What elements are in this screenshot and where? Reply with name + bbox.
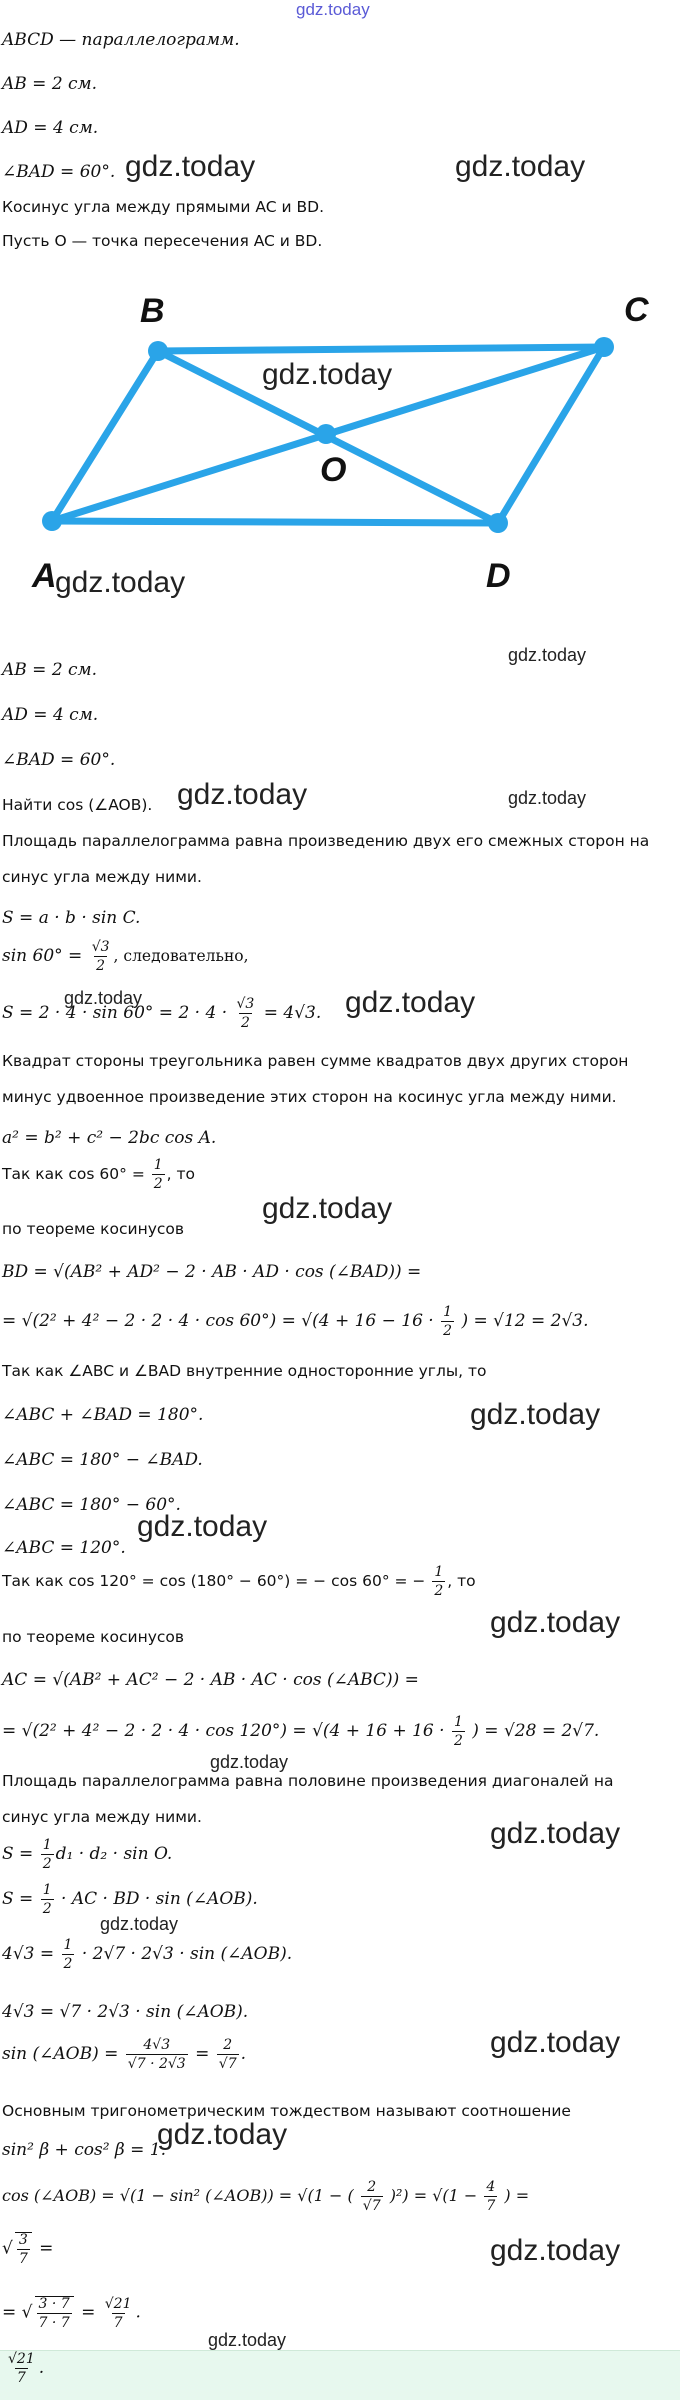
watermark: gdz.today [490,1606,621,1639]
point-o [316,424,336,444]
parallelogram-figure [0,285,680,605]
solution-line-32: sin (∠AOB) = $\frac{4√3}{√7 \cdot 2√3}$ = $\frac{2}{√7}$ . [2,2037,247,2072]
watermark: gdz.today [64,988,143,1008]
label-b: B [140,292,165,330]
watermark: gdz.today [508,788,587,808]
label-a: A [32,557,57,595]
solution-line-1: AB = 2 см. [2,660,98,680]
solution-line-13: Так как cos 60° = $\frac{1}{2}$ , то [2,1157,196,1192]
solution-line-16: = √(2² + 4² − 2 · 2 · 4 · cos 60°) = √(4 + 16 − 16 · $\frac{1}{2}$ ) = √12 = 2√3. [2,1304,589,1339]
side-bc [158,347,604,351]
solution-line-35: cos (∠AOB) = √(1 − sin² (∠AOB)) = √(1 − ( $\frac{2}{√7}$ )²) = √(1 − $\frac{4}{7}$ ) = [2,2179,530,2214]
solution-line-30: 4√3 = $\frac{1}{2}$ · 2√7 · 2√3 · sin (∠AOB). [2,1937,293,1972]
solution-line-29: S = $\frac{1}{2}$ · AC · BD · sin (∠AOB). [2,1882,258,1917]
answer-box [0,2350,680,2400]
watermark: gdz.today [125,150,256,183]
solution-line-4: Найти cos (∠AOB). [2,796,153,814]
solution-line-14: по теореме косинусов [2,1220,185,1238]
solution-line-15: BD = √(AB² + AD² − 2 · AB · AD · cos (∠BAD)) = [2,1262,422,1282]
solution-line-2: AD = 4 см. [2,705,99,725]
solution-line-17: Так как ∠ABC и ∠BAD внутренние односторонние углы, то [2,1362,487,1380]
watermark: gdz.today [345,986,476,1019]
watermark: gdz.today [470,1398,601,1431]
watermark: gdz.today [262,1192,393,1225]
given-line-5: Косинус угла между прямыми AC и BD. [2,198,324,216]
solution-line-22: Так как cos 120° = cos (180° − 60°) = − cos 60° = − $\frac{1}{2}$ , то [2,1564,476,1599]
solution-line-10: Квадрат стороны треугольника равен сумме квадратов двух других сторон [2,1052,629,1070]
solution-line-18: ∠ABC + ∠BAD = 180°. [2,1405,204,1425]
label-o: O [320,451,347,489]
watermark: gdz.today [157,2118,288,2151]
vertex-a [42,511,62,531]
watermark: gdz.today [137,1510,268,1543]
watermark: gdz.today [490,2234,621,2267]
solution-line-25: = √(2² + 4² − 2 · 2 · 4 · cos 120°) = √(4 + 16 + 16 · $\frac{1}{2}$ ) = √28 = 2√7. [2,1714,600,1749]
solution-line-34: sin² β + cos² β = 1. [2,2140,167,2160]
label-c: C [624,291,649,329]
given-line-2: AB = 2 см. [2,74,98,94]
given-line-1: ABCD — параллелограмм. [2,30,240,50]
solution-line-7: S = a · b · sin C. [2,908,141,928]
watermark: gdz.today [508,645,587,665]
watermark: gdz.today [490,2026,621,2059]
solution-line-8: sin 60° = $\frac{√3}{2}$ , следовательно, [2,939,249,974]
vertex-c [594,337,614,357]
vertex-d [488,513,508,533]
solution-line-31: 4√3 = √7 · 2√3 · sin (∠AOB). [2,2002,249,2022]
solution-line-3: ∠BAD = 60°. [2,750,116,770]
solution-line-12: a² = b² + c² − 2bc cos A. [2,1128,217,1148]
solution-line-21: ∠ABC = 120°. [2,1538,126,1558]
given-line-3: AD = 4 см. [2,118,99,138]
site-logo[interactable]: gdz.today [296,0,370,19]
watermark: gdz.today [262,358,393,391]
label-d: D [486,557,511,595]
solution-line-33: Основным тригонометрическим тождеством называют соотношение [2,2102,571,2120]
solution-line-20: ∠ABC = 180° − 60°. [2,1495,181,1515]
watermark: gdz.today [455,150,586,183]
watermark: gdz.today [177,778,308,811]
solution-line-36: √ $\frac{3}{7}$ = [2,2232,54,2267]
solution-line-5: Площадь параллелограмма равна произведению двух его смежных сторон на [2,832,650,850]
solution-line-26: Площадь параллелограмма равна половине произведения диагоналей на [2,1772,614,1790]
side-da [52,521,498,523]
watermark: gdz.today [55,566,186,599]
solution-line-9: S = 2 · 4 · sin 60° = 2 · 4 · $\frac{√3}{2}$ = 4√3. [2,996,322,1031]
solution-line-24: AC = √(AB² + AC² − 2 · AB · AC · cos (∠ABC)) = [2,1670,419,1690]
watermark: gdz.today [210,1752,289,1772]
vertex-b [148,341,168,361]
given-line-4: ∠BAD = 60°. [2,162,116,182]
solution-line-6: синус угла между ними. [2,868,202,886]
solution-line-27: синус угла между ними. [2,1808,202,1826]
solution-line-28: S = $\frac{1}{2}$ d₁ · d₂ · sin O. [2,1837,173,1872]
solution-line-11: минус удвоенное произведение этих сторон на косинус угла между ними. [2,1088,617,1106]
watermark: gdz.today [100,1914,179,1934]
watermark: gdz.today [208,2330,287,2350]
solution-line-37: = √ $\frac{3 \cdot 7}{7 \cdot 7}$ = $\frac{√21}{7}$ . [2,2295,141,2331]
given-line-6: Пусть O — точка пересечения AC и BD. [2,232,323,250]
answer-value: $\frac{√21}{7}$ . [8,2351,45,2386]
solution-line-19: ∠ABC = 180° − ∠BAD. [2,1450,203,1470]
watermark: gdz.today [490,1817,621,1850]
solution-line-23: по теореме косинусов [2,1628,185,1646]
